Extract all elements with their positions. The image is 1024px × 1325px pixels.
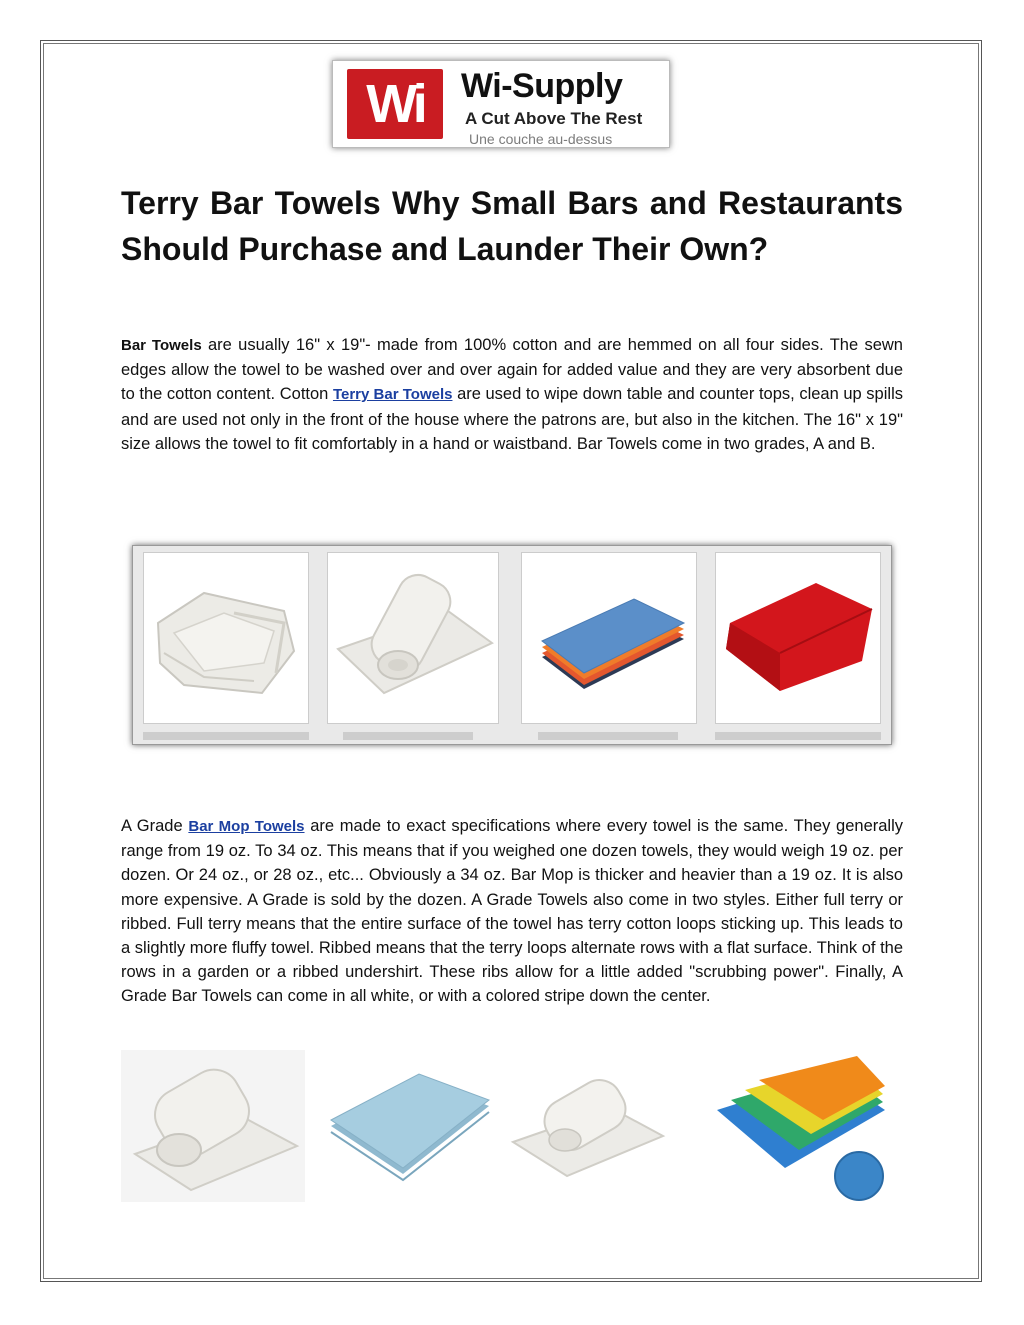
logo-red-mark bbox=[347, 69, 443, 139]
caption-strip bbox=[538, 732, 678, 740]
logo-name: Wi-Supply bbox=[461, 67, 623, 105]
intro-text-a: are usually 16" x 19"- made from 100% cotton and are hemmed on all four sides. The sewn edges allow the towel to be washed over and over again for added value and they are very absorbent due to the cotton content. Cotton bbox=[121, 336, 903, 404]
terry-bar-towels-link[interactable]: Terry Bar Towels bbox=[332, 386, 453, 404]
wi-supply-logo bbox=[332, 60, 670, 148]
product-gallery-top bbox=[132, 545, 892, 745]
logo-tagline-french: Une couche au-dessus bbox=[469, 131, 613, 147]
caption-strip bbox=[143, 732, 309, 740]
intro-text-b: are used to wipe down table and counter tops, clean up spills and are used not only in the front of the house where the patrons are, but also in the kitchen. The 16" x 19" size allows the towel to fit comfortably in a hand or waistband. Bar Towels come in two grades, A and B. bbox=[121, 385, 903, 453]
article-title: Terry Bar Towels Why Small Bars and Restaurants Should Purchase and Launder Their Own? bbox=[121, 185, 903, 267]
product-gallery-bottom bbox=[121, 1050, 891, 1202]
product-image-light-blue[interactable] bbox=[323, 1050, 495, 1202]
a-grade-text-a: A Grade bbox=[121, 817, 189, 835]
bar-towels-lead: Bar Towels bbox=[121, 337, 202, 354]
logo-mark-text: Wi bbox=[366, 74, 424, 134]
product-image-microfiber-colors[interactable] bbox=[711, 1050, 891, 1202]
caption-strip bbox=[715, 732, 881, 740]
a-grade-paragraph bbox=[121, 814, 903, 1009]
intro-paragraph bbox=[121, 333, 903, 456]
product-image-white-folded[interactable] bbox=[501, 1050, 671, 1202]
product-image-rolled-terry[interactable] bbox=[327, 552, 499, 724]
caption-strip bbox=[343, 732, 473, 740]
product-image-blue-stack[interactable] bbox=[521, 552, 697, 724]
bar-mop-towels-link[interactable]: Bar Mop Towels bbox=[188, 818, 305, 835]
product-image-white-rags[interactable] bbox=[143, 552, 309, 724]
a-grade-text-b: are made to exact specifications where every towel is the same. They generally range from 19 oz. To 34 oz. This means that if you weighed one dozen towels, they would weigh 19 oz. per dozen. Or 24 oz., or 28 oz., etc... Obviously a 34 oz. Bar Mop is thicker and heavier than a 19 oz. It is also more expensive. A Grade is sold by the dozen. A Grade Towels also come in two styles. Either full terry or ribbed. Full terry means that the entire surface of the towel has terry cotton loops sticking up. This leads to a slightly more fluffy towel. Ribbed means that the terry loops alternate rows with a flat surface. Think of the rows in a garden or a ribbed undershirt. These ribs allow for a little added "scrubbing power". Finally, A Grade Bar Towels can come in all white, or with a colored stripe down the center. bbox=[121, 817, 904, 1006]
logo-tagline: A Cut Above The Rest bbox=[465, 109, 643, 128]
product-image-red-towel[interactable] bbox=[715, 552, 881, 724]
product-image-rolled-white[interactable] bbox=[121, 1050, 305, 1202]
